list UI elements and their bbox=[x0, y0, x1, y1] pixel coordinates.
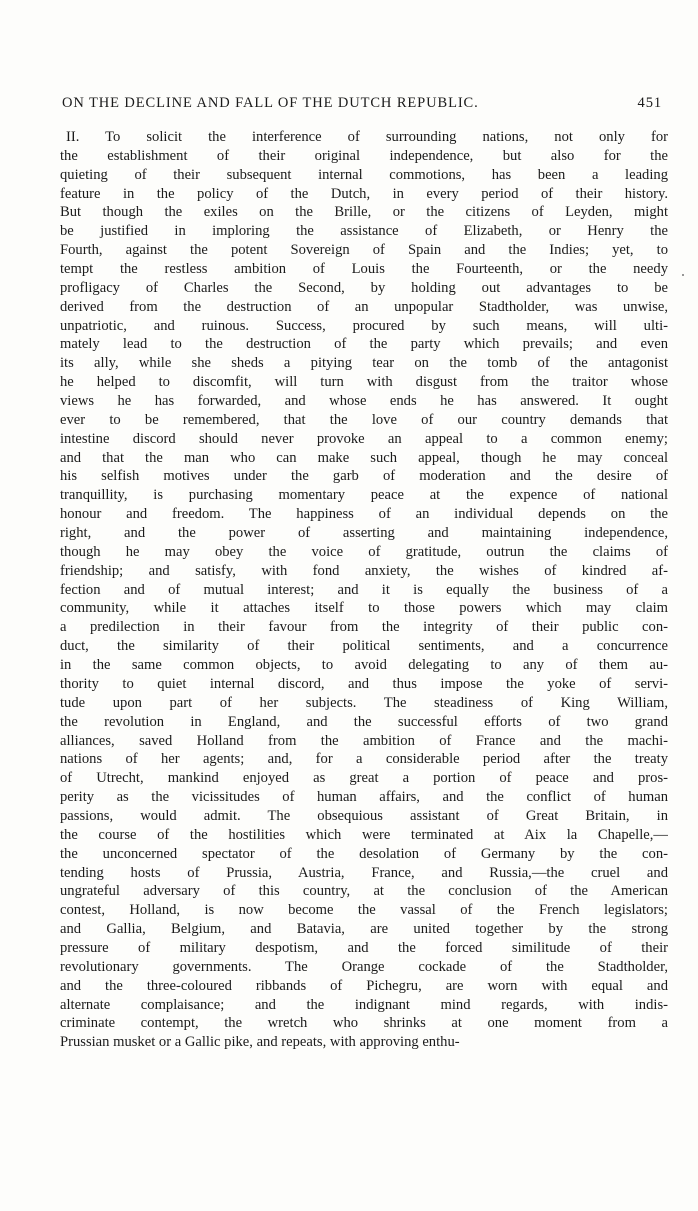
text-line: II. To solicit the interference of surrounding nations, not only for bbox=[66, 129, 668, 145]
body-paragraph bbox=[60, 128, 668, 1052]
text-line: honour and freedom. The happiness of an individual depends on the bbox=[60, 506, 668, 523]
text-line: pressure of military despotism, and the forced similitude of their bbox=[60, 939, 668, 956]
text-line: tending hosts of Prussia, Austria, France, and Russia,—the cruel and bbox=[60, 864, 668, 881]
text-line: be justified in imploring the assistance of Elizabeth, or Henry the bbox=[60, 223, 668, 240]
text-line: feature in the policy of the Dutch, in every period of their history. bbox=[60, 185, 668, 202]
text-line: mately lead to the destruction of the party which prevails; and even bbox=[60, 336, 668, 353]
text-line: and that the man who can make such appeal, though he may conceal bbox=[60, 449, 668, 466]
text-line: passions, would admit. The obsequious assistant of Great Britain, in bbox=[60, 807, 668, 824]
text-line: and Gallia, Belgium, and Batavia, are united together by the strong bbox=[60, 921, 668, 938]
text-line: unpatriotic, and ruinous. Success, procured by such means, will ulti- bbox=[60, 317, 668, 334]
text-line: alternate complaisance; and the indignant mind regards, with indis- bbox=[60, 996, 668, 1013]
text-line: and the three-coloured ribbands of Pichegru, are worn with equal and bbox=[60, 977, 668, 994]
text-line: intestine discord should never provoke an appeal to a common enemy; bbox=[60, 430, 668, 447]
text-line: a predilection in their favour from the integrity of their public con- bbox=[60, 619, 668, 636]
text-line: criminate contempt, the wretch who shrinks at one moment from a bbox=[60, 1015, 668, 1032]
text-line: Prussian musket or a Gallic pike, and repeats, with approving enthu- bbox=[60, 1034, 460, 1051]
text-line: in the same common objects, to avoid delegating to any of them au- bbox=[60, 657, 668, 674]
text-line: ever to be remembered, that the love of our country demands that bbox=[60, 411, 668, 428]
ink-speck bbox=[682, 274, 684, 276]
text-line: he helped to discomfit, will turn with disgust from the traitor whose bbox=[60, 374, 668, 391]
text-line: ungrateful adversary of this country, at the conclusion of the American bbox=[60, 883, 668, 900]
running-head bbox=[62, 95, 662, 117]
text-line: thority to quiet internal discord, and thus impose the yoke of servi- bbox=[60, 675, 668, 692]
text-line: profligacy of Charles the Second, by holding out advantages to be bbox=[60, 279, 668, 296]
text-line: perity as the vicissitudes of human affairs, and the conflict of human bbox=[60, 789, 668, 806]
running-title: ON THE DECLINE AND FALL OF THE DUTCH REPUBLIC. bbox=[62, 95, 479, 111]
text-line: views he has forwarded, and whose ends he has answered. It ought bbox=[60, 393, 668, 410]
text-line: duct, the similarity of their political sentiments, and a concurrence bbox=[60, 638, 668, 655]
text-line: his selfish motives under the garb of moderation and the desire of bbox=[60, 468, 668, 485]
text-line: the revolution in England, and the successful efforts of two grand bbox=[60, 713, 668, 730]
text-line: tude upon part of her subjects. The steadiness of King William, bbox=[60, 694, 668, 711]
text-line: fection and of mutual interest; and it is equally the business of a bbox=[60, 581, 668, 598]
text-line: the unconcerned spectator of the desolation of Germany by the con- bbox=[60, 845, 668, 862]
text-line: revolutionary governments. The Orange cockade of the Stadtholder, bbox=[60, 958, 668, 975]
text-line: its ally, while she sheds a pitying tear on the tomb of the antagonist bbox=[60, 355, 668, 372]
text-line: alliances, saved Holland from the ambition of France and the machi- bbox=[60, 732, 668, 749]
text-line: quieting of their subsequent internal commotions, has been a leading bbox=[60, 166, 668, 183]
text-line: friendship; and satisfy, with fond anxiety, the wishes of kindred af- bbox=[60, 562, 668, 579]
text-line: tranquillity, is purchasing momentary peace at the expence of national bbox=[60, 487, 668, 504]
text-line: of Utrecht, mankind enjoyed as great a portion of peace and pros- bbox=[60, 770, 668, 787]
page-number: 451 bbox=[637, 95, 662, 111]
text-line: Fourth, against the potent Sovereign of Spain and the Indies; yet, to bbox=[60, 242, 668, 259]
text-line: though he may obey the voice of gratitude, outrun the claims of bbox=[60, 543, 668, 560]
text-line: derived from the destruction of an unpopular Stadtholder, was unwise, bbox=[60, 298, 668, 315]
text-line: nations of her agents; and, for a considerable period after the treaty bbox=[60, 751, 668, 768]
text-line: right, and the power of asserting and maintaining independence, bbox=[60, 525, 668, 542]
text-line: the establishment of their original independence, but also for the bbox=[60, 147, 668, 164]
text-line: the course of the hostilities which were terminated at Aix la Chapelle,— bbox=[60, 826, 668, 843]
text-line: tempt the restless ambition of Louis the Fourteenth, or the needy bbox=[60, 261, 668, 278]
text-line: But though the exiles on the Brille, or the citizens of Leyden, might bbox=[60, 204, 668, 221]
text-line: contest, Holland, is now become the vassal of the French legislators; bbox=[60, 902, 668, 919]
text-line: community, while it attaches itself to those powers which may claim bbox=[60, 600, 668, 617]
